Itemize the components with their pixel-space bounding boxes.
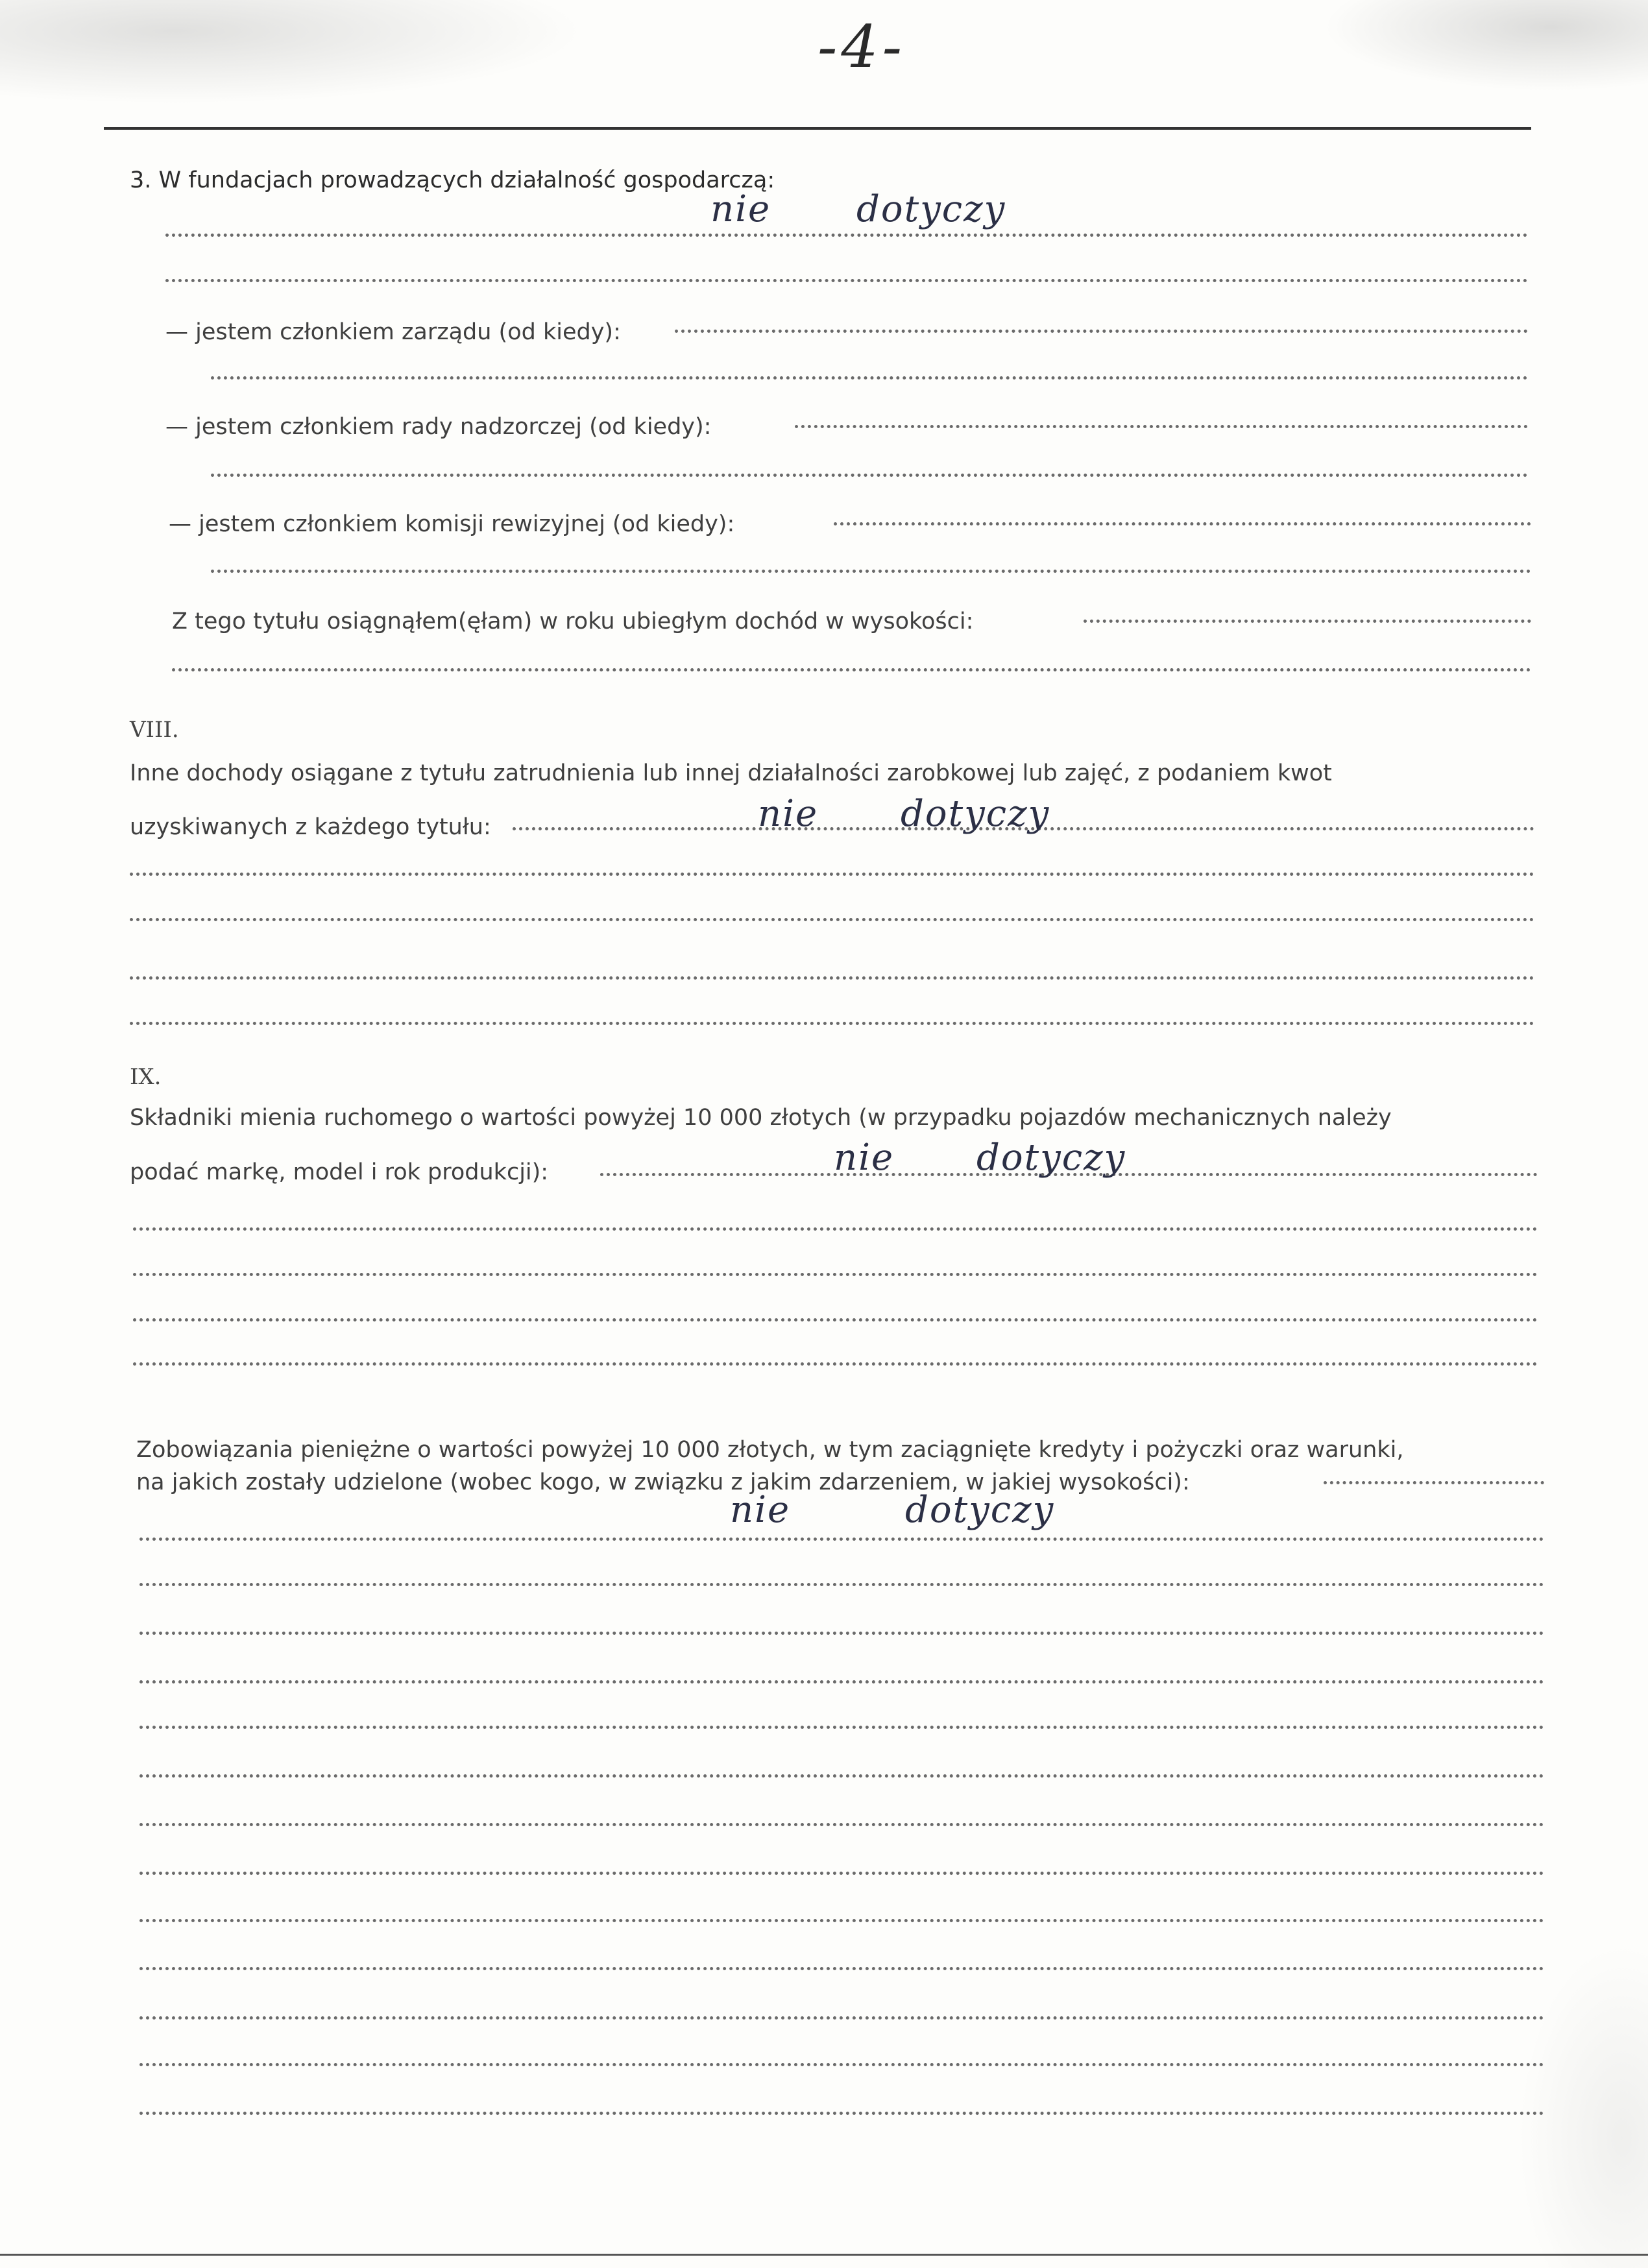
- section10-text: na jakich zostały udzielone (wobec kogo, w związku z jakim zdarzeniem, w jakiej wysokości):: [136, 1469, 1190, 1495]
- dotted-line: [139, 1726, 1544, 1729]
- header-rule: [104, 127, 1531, 130]
- scan-shadow-top-right: [1324, 0, 1648, 91]
- audit-member-label: — jestem członkiem komisji rewizyjnej (od kiedy):: [169, 511, 735, 537]
- handwritten-answer: nie: [758, 793, 819, 835]
- page-number: -4-: [818, 13, 906, 81]
- handwritten-answer: dotyczy: [856, 188, 1006, 230]
- section3-heading: 3. W fundacjach prowadzących działalność gospodarczą:: [130, 167, 775, 193]
- section8-text: Inne dochody osiągane z tytułu zatrudnienia lub innej działalności zarobkowej lub zajęć, z podaniem kwot: [130, 760, 1332, 786]
- dotted-line: [130, 918, 1534, 921]
- dotted-line: [133, 1227, 1538, 1231]
- dotted-line: [172, 668, 1531, 671]
- dotted-line: [1084, 620, 1531, 623]
- section8-label: VIII.: [130, 717, 179, 743]
- dotted-line: [139, 2112, 1544, 2115]
- handwritten-answer: nie: [834, 1137, 895, 1179]
- dotted-line: [165, 234, 1528, 237]
- dotted-line: [795, 425, 1528, 428]
- dotted-line: [130, 1022, 1534, 1025]
- section9-label: IX.: [130, 1064, 162, 1090]
- dotted-line: [139, 1538, 1544, 1541]
- dotted-line: [133, 1362, 1538, 1366]
- section10-text: Zobowiązania pieniężne o wartości powyżej 10 000 złotych, w tym zaciągnięte kredyty i pożyczki oraz warunki,: [136, 1437, 1404, 1463]
- handwritten-answer: dotyczy: [901, 793, 1050, 835]
- dotted-line: [211, 376, 1528, 380]
- dotted-line: [139, 1823, 1544, 1826]
- handwritten-answer: nie: [710, 188, 771, 230]
- section9-text: podać markę, model i rok produkcji):: [130, 1159, 549, 1185]
- dotted-line: [139, 1774, 1544, 1778]
- dotted-line: [139, 1919, 1544, 1922]
- dotted-line: [139, 1967, 1544, 1970]
- handwritten-answer: dotyczy: [976, 1137, 1126, 1179]
- dotted-line: [1324, 1481, 1544, 1484]
- income-label: Z tego tytułu osiągnąłem(ęłam) w roku ubiegłym dochód w wysokości:: [172, 609, 974, 634]
- dotted-line: [139, 1872, 1544, 1875]
- board-member-label: — jestem członkiem zarządu (od kiedy):: [165, 319, 621, 345]
- dotted-line: [211, 570, 1531, 573]
- dotted-line: [211, 474, 1528, 477]
- dotted-line: [130, 976, 1534, 980]
- dotted-line: [139, 1632, 1544, 1635]
- dotted-line: [139, 2016, 1544, 2020]
- handwritten-answer: nie: [730, 1489, 791, 1531]
- dotted-line: [133, 1318, 1538, 1321]
- scan-shadow-top-left: [0, 0, 584, 104]
- section9-text: Składniki mienia ruchomego o wartości powyżej 10 000 złotych (w przypadku pojazdów mechanicznych należy: [130, 1105, 1392, 1131]
- dotted-line: [834, 522, 1531, 525]
- section8-text: uzyskiwanych z każdego tytułu:: [130, 814, 491, 840]
- dotted-line: [139, 1583, 1544, 1586]
- scan-shadow-bottom-right: [1518, 1944, 1648, 2268]
- footer-rule: [0, 2254, 1648, 2256]
- dotted-line: [165, 279, 1528, 282]
- dotted-line: [130, 873, 1534, 876]
- supervisory-member-label: — jestem członkiem rady nadzorczej (od kiedy):: [165, 414, 712, 440]
- dotted-line: [133, 1273, 1538, 1276]
- handwritten-answer: dotyczy: [905, 1489, 1055, 1531]
- dotted-line: [139, 1680, 1544, 1683]
- dotted-line: [139, 2063, 1544, 2066]
- dotted-line: [675, 330, 1528, 333]
